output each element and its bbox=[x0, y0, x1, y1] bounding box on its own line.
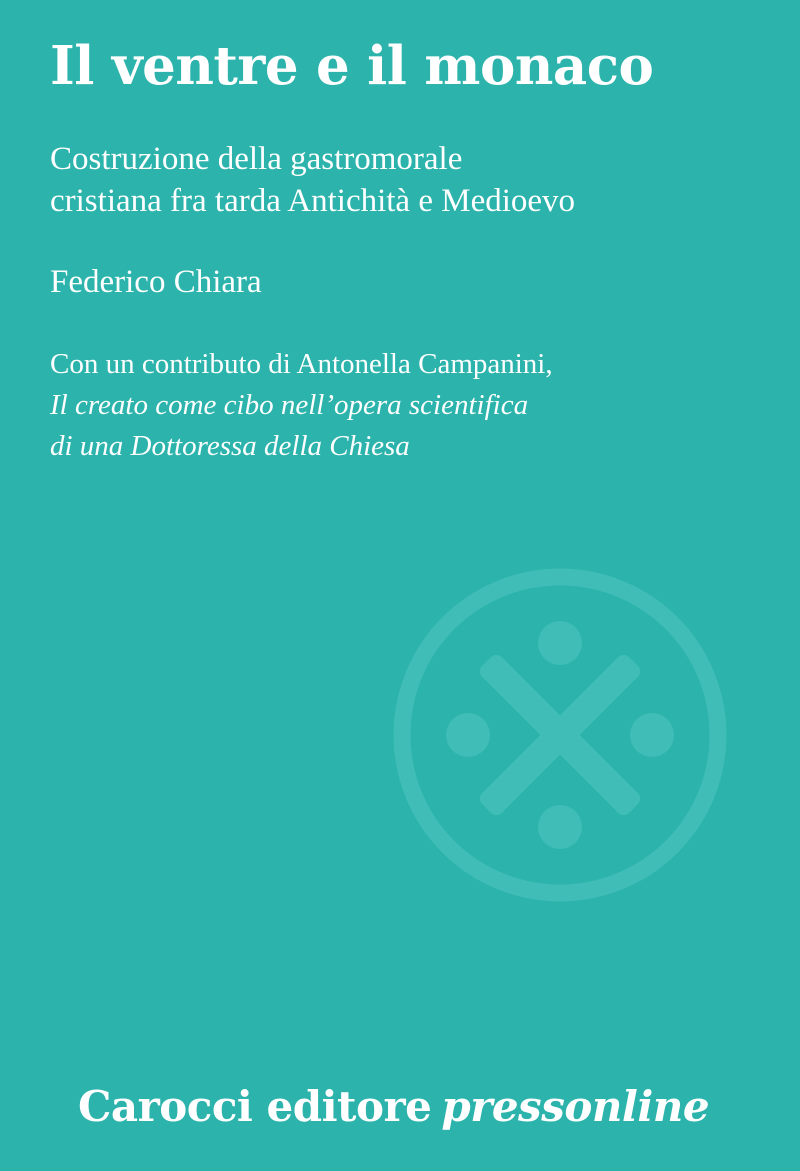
page-title: Il ventre e il monaco bbox=[50, 35, 654, 97]
carocci-wheel-emblem bbox=[390, 565, 730, 905]
contribution-note bbox=[50, 344, 750, 468]
subtitle-line-1: Costruzione della gastromorale bbox=[50, 140, 463, 177]
author-name: Federico Chiara bbox=[50, 263, 262, 300]
contribution-line-3: di una Dottoressa della Chiesa bbox=[50, 430, 410, 463]
cover-text-block bbox=[50, 35, 750, 468]
publisher-logo bbox=[78, 1082, 709, 1131]
publisher-imprint: pressonline bbox=[441, 1082, 710, 1131]
contribution-line-2: Il creato come cibo nell’opera scientifica bbox=[50, 389, 529, 422]
contribution-line-1: Con un contributo di Antonella Campanini, bbox=[50, 348, 553, 381]
subtitle-line-2: cristiana fra tarda Antichità e Medioevo bbox=[50, 182, 576, 219]
cover-subtitle bbox=[50, 139, 750, 223]
publisher-name: Carocci editore bbox=[78, 1082, 432, 1131]
